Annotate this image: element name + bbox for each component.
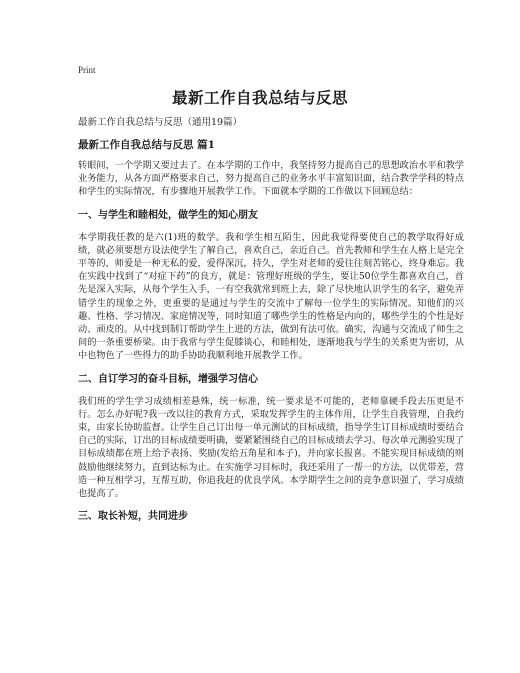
- section-heading-3: 三、取长补短，共同进步: [78, 511, 188, 523]
- section-heading-2: 二、自订学习的奋斗目标，增强学习信心: [78, 373, 258, 385]
- section-body-1: 本学期我任教的是六(1)班的数学。我和学生相互陌生，因此我觉得要使自己的教学取得好成绩，就必须要想方设法使学生了解自己，喜欢自己，亲近自己。首先教师和学生在人格上是完全平等的，师爱是一种无私的爱，爱得深沉，持久，学生对老师的爱往往刻苦铭心，终身难忘。我在实践中找到了“对症下药”的良方，就是：管理好班级的学生，要让50位学生都喜欢自己，首先是深入实际，从每个学生入手，一有空我就常到班上去，除了尽快地认识学生的名字，避免弄错学生的现象之外，更重要的是通过与学生的交流中了解每一位学生的实际情况。知他们的兴趣、性格、学习情况、家庭情况等，同时知道了哪些学生的性格是内向的，哪些学生的个性是好动、顽皮的。从中找到制订帮助学生上进的方法，做到有法可依。确实，沟通与交流成了师生之间的一条重要桥梁。由于我常与学生促膝谈心，和睦相处，逐渐地我与学生的关系更为密切，从中也物色了一些得力的助手协助我顺利地开展教学工作。: [78, 231, 464, 362]
- article-heading: 最新工作自我总结与反思 篇1: [78, 139, 215, 151]
- section-heading-1: 一、与学生和睦相处，做学生的知心朋友: [78, 209, 258, 221]
- intro-paragraph: 转眼间，一个学期又要过去了。在本学期的工作中，我坚持努力提高自己的思想政治水平和教学业务能力，从各方面严格要求自己，努力提高自己的业务水平丰富知识面，结合教学学科的特点和学生的实际情况，有步骤地开展教学工作。下面就本学期的工作做以下回顾总结：: [78, 160, 464, 198]
- document-subtitle: 最新工作自我总结与反思（通用19篇）: [78, 117, 243, 128]
- print-label[interactable]: Print: [78, 65, 96, 75]
- document-body: [78, 116, 464, 532]
- page-title: 最新工作自我总结与反思: [171, 89, 348, 107]
- section-body-2: 我们班的学生学习成绩相差悬殊，统一标准，统一要求是不可能的，老师靠硬手段去压更是不行。怎么办好呢?我一改以往的教育方式，采取发挥学生的主体作用，让学生自我管理，自我约束，由家长协助监督。让学生自己订出每一单元测试的目标成绩，指导学生订目标成绩时要结合自己的实际，订出的目标成绩要明确，要紧紧围绕自己的目标成绩去学习。每次单元测验实现了目标成绩都在班上给予表扬、奖励(发给五角星和本子)，并向家长报喜。不能实现目标成绩的则鼓励他继续努力，直到达标为止。在实施学习目标时，我还采用了一帮一的方法，以优带差，营造一种互相学习，互帮互助，你追我赶的优良学风。本学期学生之间的竞争意识强了，学习成绩也提高了。: [78, 395, 464, 500]
